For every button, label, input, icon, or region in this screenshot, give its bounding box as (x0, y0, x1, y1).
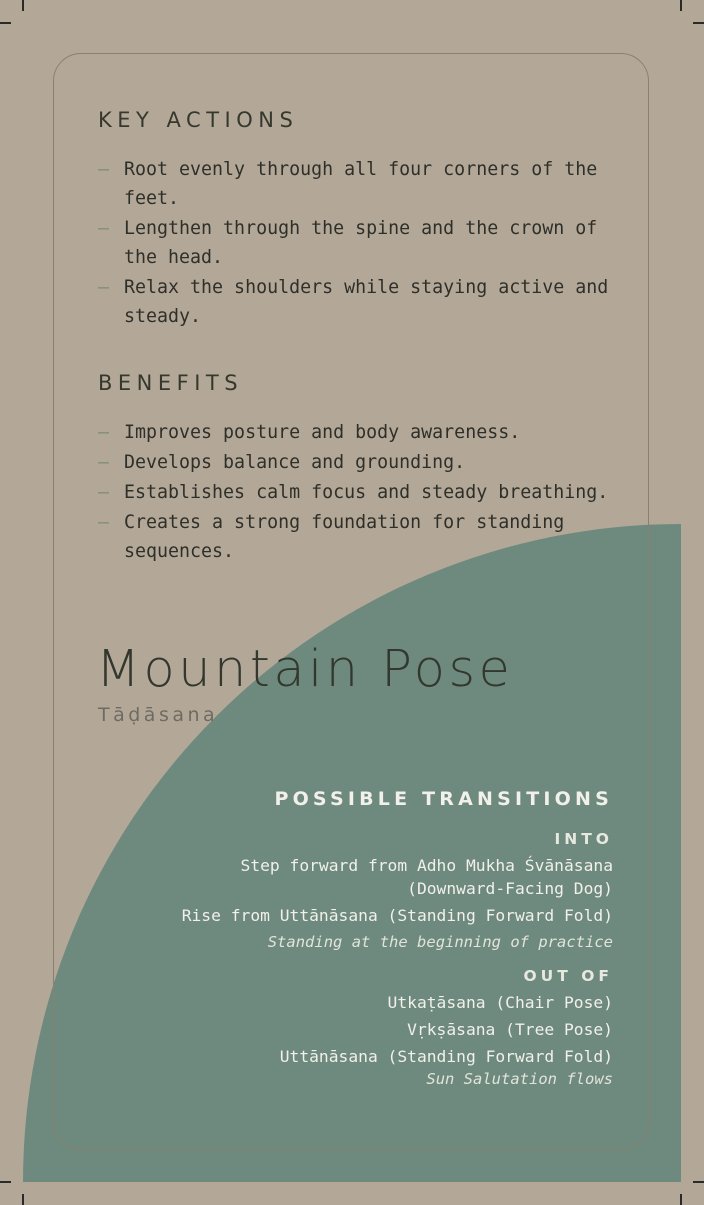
list-item-text: Relax the shoulders while staying active and steady. (124, 277, 609, 327)
list-item (98, 273, 618, 331)
crop-mark (0, 22, 11, 24)
list-item-text: Root evenly through all four corners of the feet. (124, 159, 598, 209)
dash-bullet: — (98, 218, 110, 239)
into-list (173, 854, 613, 927)
list-item: Utkaṭāsana (Chair Pose) (387, 993, 613, 1012)
list-item (98, 448, 618, 477)
list-item: Uttānāsana (Standing Forward Fold) (279, 1047, 613, 1066)
out-of-heading: OUT OF (523, 967, 613, 985)
key-actions-list (98, 155, 618, 332)
into-note: Standing at the beginning of practice (267, 933, 613, 951)
out-of-note: Sun Salutation flows (426, 1070, 613, 1088)
list-item (98, 214, 618, 272)
list-item (98, 508, 618, 566)
list-item-text: Develops balance and grounding. (124, 452, 466, 473)
dash-bullet: — (98, 512, 110, 533)
crop-mark (693, 22, 704, 24)
crop-mark (680, 0, 682, 11)
pose-title: Mountain Pose (96, 640, 514, 699)
crop-mark (680, 1194, 682, 1205)
dash-bullet: — (98, 452, 110, 473)
crop-mark (0, 1181, 11, 1183)
list-item-text: Establishes calm focus and steady breathing. (124, 482, 609, 503)
key-actions-title: KEY ACTIONS (98, 108, 299, 132)
pose-sanskrit-name: Tāḍāsana (98, 704, 219, 726)
benefits-title: BENEFITS (98, 371, 244, 395)
list-item-text: Lengthen through the spine and the crown of the head. (124, 218, 598, 268)
list-item (98, 478, 618, 507)
transitions-section (173, 786, 613, 1090)
list-item-text: Creates a strong foundation for standing sequences. (124, 512, 565, 562)
dash-bullet: — (98, 159, 110, 180)
dash-bullet: — (98, 277, 110, 298)
list-item: Vṛkṣāsana (Tree Pose) (407, 1020, 613, 1039)
list-item: Step forward from Adho Mukha Śvānāsana (Downward-Facing Dog) (240, 856, 613, 898)
dash-bullet: — (98, 482, 110, 503)
transitions-title: POSSIBLE TRANSITIONS (274, 788, 613, 810)
dash-bullet: — (98, 422, 110, 443)
list-item (98, 418, 618, 447)
list-item (98, 155, 618, 213)
list-item-text: Improves posture and body awareness. (124, 422, 521, 443)
into-heading: INTO (554, 830, 613, 848)
benefits-list (98, 418, 618, 567)
crop-mark (22, 1194, 24, 1205)
crop-mark (693, 1181, 704, 1183)
crop-mark (22, 0, 24, 11)
list-item: Rise from Uttānāsana (Standing Forward Fold) (181, 906, 613, 925)
out-of-list (173, 991, 613, 1068)
